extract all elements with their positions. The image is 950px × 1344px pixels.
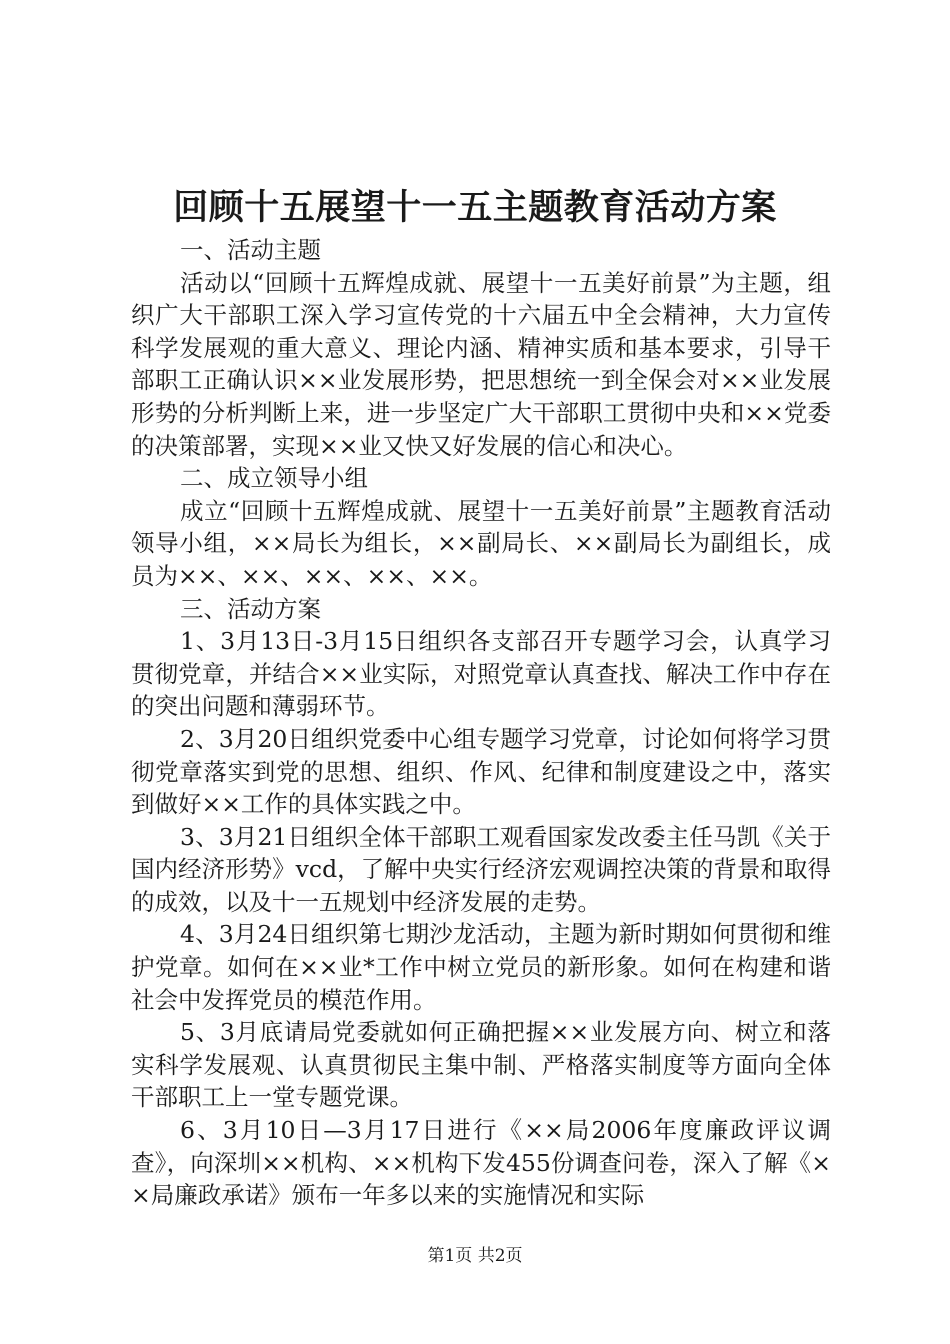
document-title: 回顾十五展望十一五主题教育活动方案 <box>173 187 777 228</box>
list-item-2: 2、3月20日组织党委中心组专题学习党章，讨论如何将学习贯彻党章落实到党的思想、组织、作风、纪律和制度建设之中，落实到做好××工作的具体实践之中。 <box>131 724 831 819</box>
document-body <box>131 234 831 1212</box>
list-item-1: 1、3月13日-3月15日组织各支部召开专题学习会，认真学习贯彻党章，并结合××业实际，对照党章认真查找、解决工作中存在的突出问题和薄弱环节。 <box>131 627 831 721</box>
paragraph-1: 活动以“回顾十五辉煌成就、展望十一五美好前景”为主题，组织广大干部职工深入学习宣传党的十六届五中全会精神，大力宣传科学发展观的重大意义、理论内涵、精神实质和基本要求，引导干部职工正确认识××业发展形势，把思想统一到全保会对××业发展形势的分析判断上来，进一步坚定广大干部职工贯彻中央和××党委的决策部署，实现××业又快又好发展的信心和决心。 <box>131 268 831 460</box>
paragraph-2: 成立“回顾十五辉煌成就、展望十一五美好前景”主题教育活动领导小组，××局长为组长，××副局长、××副局长为副组长，成员为××、××、××、××、××。 <box>131 496 831 590</box>
section-heading-3: 三、活动方案 <box>180 594 321 623</box>
list-item-3: 3、3月21日组织全体干部职工观看国家发改委主任马凯《关于国内经济形势》vcd，了解中央实行经济宏观调控决策的背景和取得的成效，以及十一五规划中经济发展的走势。 <box>131 822 831 916</box>
list-item-5: 5、3月底请局党委就如何正确把握××业发展方向、树立和落实科学发展观、认真贯彻民主集中制、严格落实制度等方面向全体干部职工上一堂专题党课。 <box>131 1018 831 1112</box>
list-item-4: 4、3月24日组织第七期沙龙活动，主题为新时期如何贯彻和维护党章。如何在××业*工作中树立党员的新形象。如何在构建和谐社会中发挥党员的模范作用。 <box>131 920 831 1014</box>
section-heading-1: 一、活动主题 <box>180 236 321 264</box>
section-heading-2: 二、成立领导小组 <box>180 464 368 493</box>
page-footer: 第1页 共2页 <box>427 1246 523 1266</box>
list-item-6: 6、3月10日—3月17日进行《××局2006年度廉政评议调查》，向深圳××机构、××机构下发455份调查问卷，深入了解《××局廉政承诺》颁布一年多以来的实施情况和实际 <box>131 1116 831 1210</box>
